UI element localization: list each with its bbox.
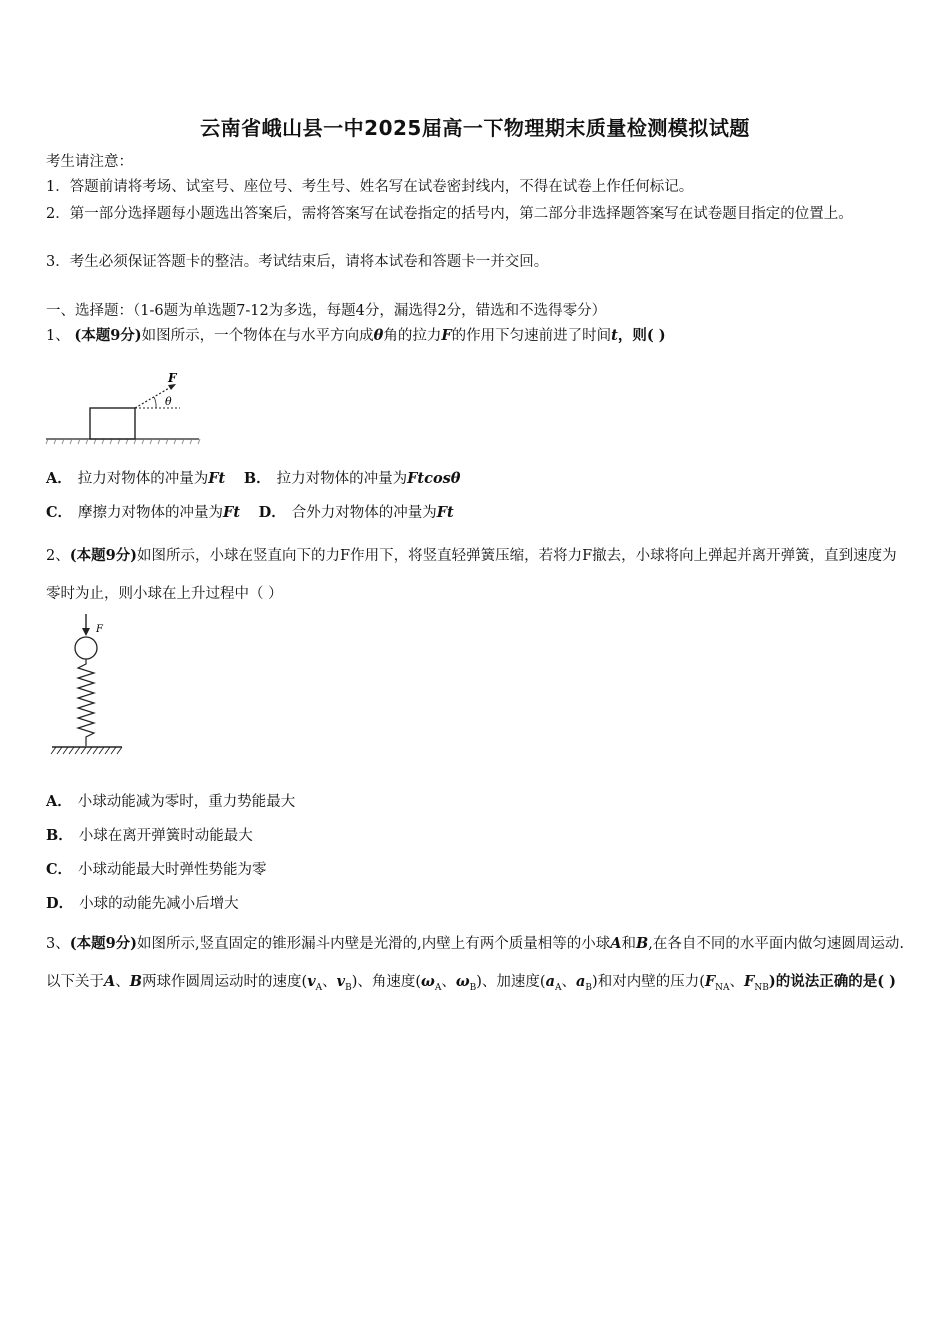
- question-2-figure: [46, 610, 126, 760]
- notice-heading: 考生请注意：: [46, 154, 133, 170]
- question-2-option-d: D． 小球的动能先减小后增大: [46, 895, 239, 912]
- question-1-stem: 1、 (本题9分)如图所示，一个物体在与水平方向成θ角的拉力F的作用下匀速前进了时间t，则( ): [46, 327, 666, 344]
- question-2-option-c: C． 小球动能最大时弹性势能为零: [46, 861, 267, 878]
- question-3-stem: 3、(本题9分)如图所示,竖直固定的锥形漏斗内壁是光滑的,内壁上有两个质量相等的小球A和B,在各自不同的水平面内做匀速圆周运动.以下关于A、B两球作圆周运动时的速度($v_A$、$v_B$)、角速度($\omega_A$、$\omega_B$)、加速度($a_A$、$a_B$)和对内壁的压力($F_{NA}$、$F_{NB}$)的说法正确的是( ): [46, 935, 905, 993]
- block: [90, 408, 135, 439]
- question-1-figure: [44, 368, 204, 448]
- spring: [78, 659, 94, 746]
- question-number: 1、: [46, 328, 70, 344]
- notice-item-2: 2．第一部分选择题每小题选出答案后，需将答案写在试卷指定的括号内，第二部分非选择题答案写在试卷题目指定的位置上。: [46, 206, 853, 222]
- force-label: F: [168, 371, 177, 385]
- notice-item-1: 1．答题前请将考场、试室号、座位号、考生号、姓名写在试卷密封线内，不得在试卷上作任何标记。: [46, 179, 694, 195]
- question-2-option-a: A． 小球动能减为零时，重力势能最大: [46, 793, 296, 810]
- notice-item-3: 3．考生必须保证答题卡的整洁。考试结束后，请将本试卷和答题卡一并交回。: [46, 254, 549, 270]
- question-1-options-ab: A． 拉力对物体的冲量为Ft B． 拉力对物体的冲量为Ftcosθ: [46, 470, 461, 487]
- section-heading: 一、选择题：（1-6题为单选题7-12为多选，每题4分，漏选得2分，错选和不选得零分）: [46, 303, 607, 319]
- page-title: 云南省峨山县一中2025届高一下物理期末质量检测模拟试题: [200, 116, 750, 140]
- force-label: F: [96, 624, 103, 635]
- ball: [75, 637, 97, 659]
- question-2-option-b: B． 小球在离开弹簧时动能最大: [46, 827, 253, 844]
- question-1-options-cd: C． 摩擦力对物体的冲量为Ft D． 合外力对物体的冲量为Ft: [46, 504, 454, 521]
- question-score: (本题9分): [74, 327, 142, 344]
- angle-label: θ: [165, 395, 172, 408]
- question-2-stem: 2、(本题9分)如图所示，小球在竖直向下的力F作用下，将竖直轻弹簧压缩，若将力F撤去，小球将向上弹起并离开弹簧，直到速度为零时为止，则小球在上升过程中（ ）: [46, 547, 897, 602]
